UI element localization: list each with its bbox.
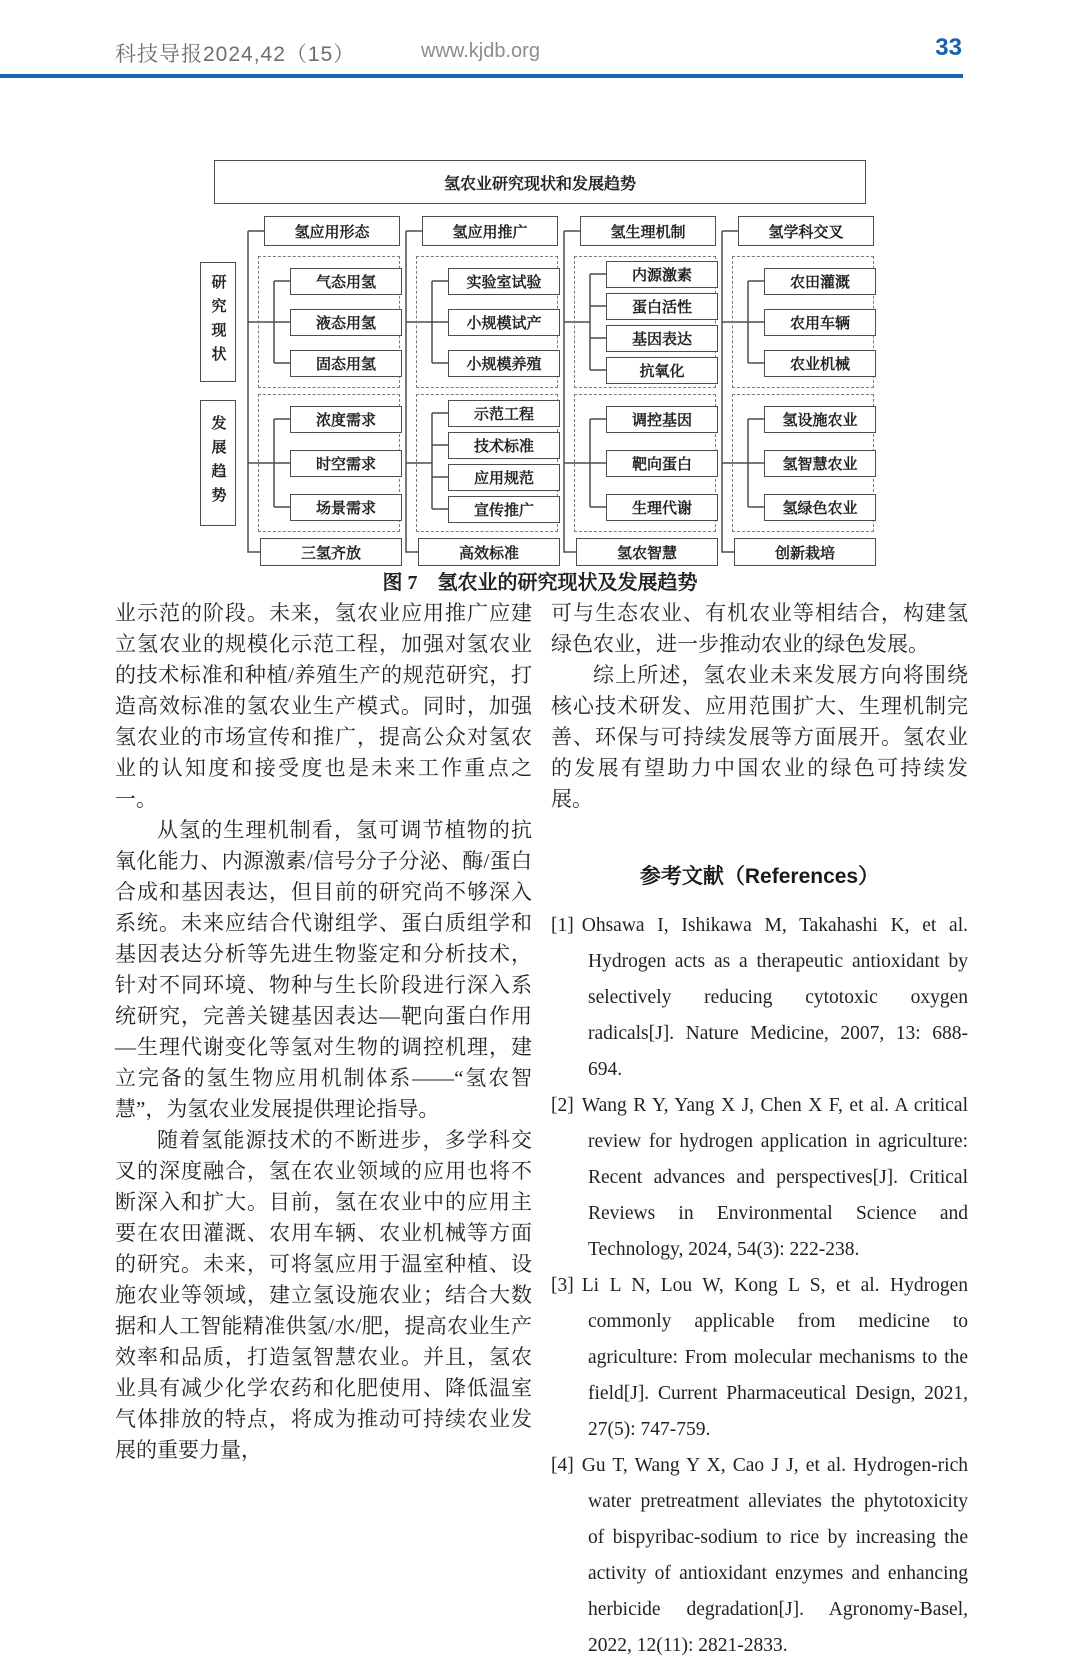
diagram-child-box: 固态用氢 (290, 350, 402, 377)
diagram-child-box: 液态用氢 (290, 309, 402, 336)
diagram-header-box: 氢应用形态 (264, 216, 400, 246)
figure-7-diagram (198, 158, 888, 574)
page-number: 33 (935, 34, 962, 61)
diagram-child-box: 基因表达 (606, 325, 718, 352)
diagram-header-box: 氢生理机制 (580, 216, 716, 246)
diagram-child-box: 氢设施农业 (764, 406, 876, 433)
diagram-root-box: 氢农业研究现状和发展趋势 (214, 160, 866, 204)
diagram-child-box: 示范工程 (448, 400, 560, 427)
diagram-child-box: 宣传推广 (448, 496, 560, 523)
diagram-child-box: 技术标准 (448, 432, 560, 459)
journal-website: www.kjdb.org (421, 40, 540, 62)
diagram-child-box: 调控基因 (606, 406, 718, 433)
right-text-column (551, 598, 968, 1664)
diagram-child-box: 浓度需求 (290, 406, 402, 433)
diagram-child-box: 气态用氢 (290, 268, 402, 295)
paragraph: 随着氢能源技术的不断进步，多学科交叉的深度融合，氢在农业领域的应用也将不断深入和扩大。目前，氢在农业中的应用主要在农田灌溉、农用车辆、农业机械等方面的研究。未来，可将氢应用于温室种植、设施农业等领域，建立氢设施农业；结合大数据和人工智能精准供氢/水/肥，提高农业生产效率和品质，打造氢智慧农业。并且，氢农业具有减少化学农药和化肥使用、降低温室气体排放的特点，将成为推动可持续农业发展的重要力量， (115, 1128, 532, 1462)
diagram-child-box: 实验室试验 (448, 268, 560, 295)
diagram-child-box: 应用规范 (448, 464, 560, 491)
diagram-child-box: 农业机械 (764, 350, 876, 377)
diagram-bottom-box: 氢农智慧 (576, 538, 718, 566)
diagram-child-box: 蛋白活性 (606, 293, 718, 320)
paragraph: 可与生态农业、有机农业等相结合，构建氢绿色农业，进一步推动农业的绿色发展。 (551, 601, 968, 656)
diagram-header-box: 氢应用推广 (422, 216, 558, 246)
diagram-child-box: 时空需求 (290, 450, 402, 477)
diagram-header-box: 氢学科交叉 (738, 216, 874, 246)
reference-item (551, 1088, 968, 1268)
reference-text: Gu T, Wang Y X, Cao J J, et al. Hydrogen-rich water pretreatment alleviates the phytotoxicity of bispyribac-sodium to rice by increasing the activity of antioxidant enzymes and enhancing herbicide degradation[J]. Agronomy-Basel, 2022, 12(11): 2821-2833. (581, 1455, 968, 1656)
reference-item (551, 1448, 968, 1664)
diagram-band-label: 发展趋势 (200, 400, 236, 526)
diagram-child-box: 内源激素 (606, 261, 718, 288)
diagram-bottom-box: 三氢齐放 (260, 538, 402, 566)
diagram-child-box: 农田灌溉 (764, 268, 876, 295)
paragraph: 业示范的阶段。未来，氢农业应用推广应建立氢农业的规模化示范工程，加强对氢农业的技术标准和种植/养殖生产的规范研究，打造高效标准的氢农业生产模式。同时，加强氢农业的市场宣传和推广，提高公众对氢农业的认知度和接受度也是未来工作重点之一。 (115, 601, 532, 811)
reference-label: [4] (551, 1455, 574, 1476)
diagram-child-box: 小规模养殖 (448, 350, 560, 377)
reference-text: Li L N, Lou W, Kong L S, et al. Hydrogen commonly applicable from medicine to agriculture: From molecular mechanisms to the field[J]. Current Pharmaceutical Design, 2021, 27(5): 747-759. (581, 1275, 968, 1440)
diagram-child-box: 场景需求 (290, 494, 402, 521)
diagram-child-box: 生理代谢 (606, 494, 718, 521)
diagram-band-label: 研究现状 (200, 262, 236, 382)
figure-caption: 图 7 氢农业的研究现状及发展趋势 (382, 572, 698, 594)
reference-label: [3] (551, 1275, 574, 1296)
reference-item (551, 908, 968, 1088)
diagram-child-box: 靶向蛋白 (606, 450, 718, 477)
diagram-child-box: 农用车辆 (764, 309, 876, 336)
journal-title: 科技导报2024,42（15） (115, 43, 356, 66)
left-text-column (115, 598, 532, 1466)
reference-item (551, 1268, 968, 1448)
reference-text: Wang R Y, Yang X J, Chen X F, et al. A critical review for hydrogen application in agriculture: Recent advances and perspectives[J]. Critical Reviews in Environmental Science and Technology, 2024, 54(3): 222-238. (581, 1095, 968, 1260)
diagram-child-box: 抗氧化 (606, 357, 718, 384)
paragraph: 综上所述，氢农业未来发展方向将围绕核心技术研发、应用范围扩大、生理机制完善、环保与可持续发展等方面展开。氢农业的发展有望助力中国农业的绿色可持续发展。 (551, 663, 968, 811)
references-heading: 参考文献（References） (639, 865, 880, 888)
diagram-child-box: 氢绿色农业 (764, 494, 876, 521)
diagram-bottom-box: 高效标准 (418, 538, 560, 566)
reference-text: Ohsawa I, Ishikawa M, Takahashi K, et al. Hydrogen acts as a therapeutic antioxidant by selectively reducing cytotoxic oxygen radicals[J]. Nature Medicine, 2007, 13: 688-694. (581, 915, 968, 1080)
diagram-bottom-box: 创新栽培 (734, 538, 876, 566)
reference-label: [2] (551, 1095, 574, 1116)
diagram-child-box: 氢智慧农业 (764, 450, 876, 477)
header-rule (0, 74, 963, 78)
diagram-child-box: 小规模试产 (448, 309, 560, 336)
reference-label: [1] (551, 915, 574, 936)
paragraph: 从氢的生理机制看，氢可调节植物的抗氧化能力、内源激素/信号分子分泌、酶/蛋白合成和基因表达，但目前的研究尚不够深入系统。未来应结合代谢组学、蛋白质组学和基因表达分析等先进生物鉴定和分析技术，针对不同环境、物种与生长阶段进行深入系统研究，完善关键基因表达—靶向蛋白作用—生理代谢变化等氢对生物的调控机理，建立完备的氢生物应用机制体系——“氢农智慧”，为氢农业发展提供理论指导。 (115, 818, 532, 1121)
